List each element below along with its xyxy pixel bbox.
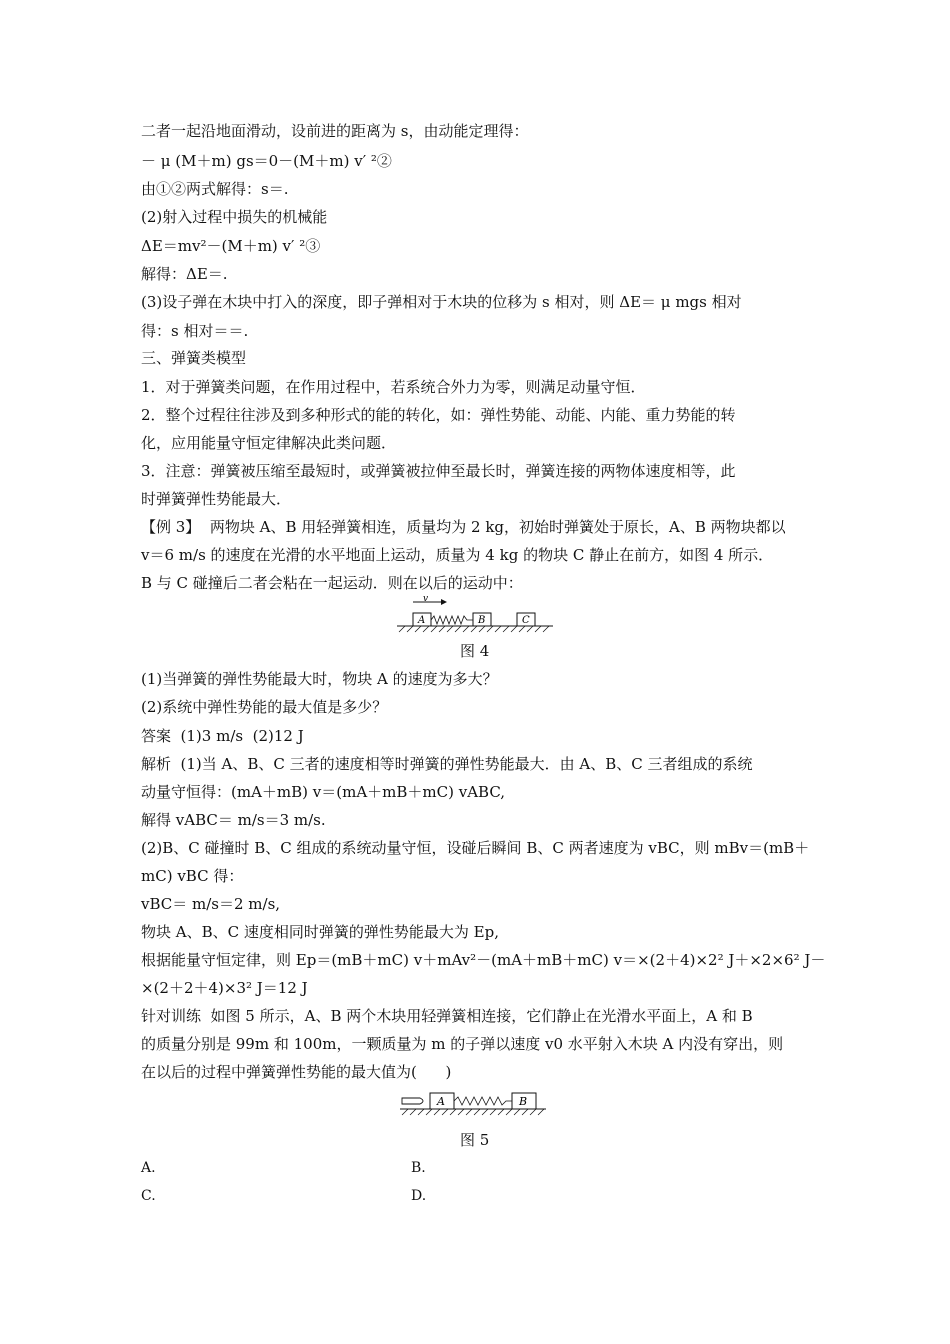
equation-line: ×(2＋2＋4)×3² J＝12 J — [141, 979, 308, 997]
option-b: B. — [411, 1160, 426, 1176]
text-line: 得：s 相对＝＝. — [141, 322, 249, 340]
text-line: 时弹簧弹性势能最大． — [141, 490, 292, 508]
text-line: (2)射入过程中损失的机械能 — [141, 208, 328, 226]
arrow-head-icon — [441, 599, 447, 605]
text-line: 1．对于弹簧类问题，在作用过程中，若系统合外力为零，则满足动量守恒． — [141, 378, 646, 396]
text-line: 3．注意：弹簧被压缩至最短时，或弹簧被拉伸至最长时，弹簧连接的两物体速度相等，此 — [141, 462, 736, 480]
practice-line: 在以后的过程中弹簧弹性势能的最大值为( ) — [141, 1063, 452, 1081]
spring — [454, 1097, 512, 1105]
equation-line: vBC＝ m/s＝2 m/s, — [141, 895, 281, 913]
block-a-label: A — [418, 615, 426, 626]
solution-line: 解析 (1)当 A、B、C 三者的速度相等时弹簧的弹性势能最大．由 A、B、C 三者组成的系统 — [141, 755, 753, 773]
block-b-label: B — [519, 1095, 528, 1108]
option-d: D. — [411, 1188, 427, 1204]
equation-line: － μ (M＋m) gs＝0－(M＋m) v′ ²② — [141, 152, 392, 170]
spring — [431, 616, 473, 624]
text-line: 化，应用能量守恒定律解决此类问题． — [141, 434, 397, 452]
equation-line: mC) vBC 得： — [141, 867, 244, 885]
option-a: A. — [141, 1160, 156, 1176]
text-line: v＝6 m/s 的速度在光滑的水平地面上运动，质量为 4 kg 的物块 C 静止在前方，如图 4 所示． — [141, 546, 774, 564]
text-line: 2．整个过程往往涉及到多种形式的能的转化，如：弹性势能、动能、内能、重力势能的转 — [141, 406, 736, 424]
ground-hatching — [402, 1109, 544, 1115]
text-line: 二者一起沿地面滑动，设前进的距离为 s，由动能定理得： — [141, 122, 529, 140]
solution-line: (2)B、C 碰撞时 B、C 组成的系统动量守恒，设碰后瞬间 B、C 两者速度为 vBC，则 mBv＝(mB＋ — [141, 839, 810, 857]
option-c: C. — [141, 1188, 156, 1204]
block-c-label: C — [522, 615, 530, 626]
text-line: 解得：ΔE＝. — [141, 265, 228, 283]
answer-line: 答案 (1)3 m/s (2)12 J — [141, 727, 304, 745]
section-heading: 三、弹簧类模型 — [141, 349, 247, 367]
block-b-label: B — [478, 615, 486, 626]
figure-5-diagram — [398, 1090, 548, 1124]
equation-line: 解得 vABC＝ m/s＝3 m/s. — [141, 811, 326, 829]
question-1: (1)当弹簧的弹性势能最大时，物块 A 的速度为多大？ — [141, 670, 498, 688]
example-heading: 【例 3】 两物块 A、B 用轻弹簧相连，质量均为 2 kg，初始时弹簧处于原长，A、B 两物块都以 — [141, 518, 786, 536]
text-line: B 与 C 碰撞后二者会粘在一起运动．则在以后的运动中： — [141, 574, 523, 592]
question-2: (2)系统中弹性势能的最大值是多少？ — [141, 698, 388, 716]
figure-4-caption: 图 4 — [460, 642, 490, 660]
bullet-icon — [402, 1098, 423, 1104]
equation-line: ΔE＝mv²－(M＋m) v′ ²③ — [141, 237, 321, 255]
block-a-label: A — [437, 1095, 445, 1108]
equation-line: 根据能量守恒定律，则 Ep＝(mB＋mC) v＋mAv²－(mA＋mB＋mC) v＝×(2＋4)×2² J＋×2×6² J－ — [141, 951, 826, 969]
figure-5-caption: 图 5 — [460, 1131, 490, 1149]
practice-line: 的质量分别是 99m 和 100m，一颗质量为 m 的子弹以速度 v0 水平射入木块 A 内没有穿出，则 — [141, 1035, 784, 1053]
practice-heading: 针对训练 如图 5 所示，A、B 两个木块用轻弹簧相连接，它们静止在光滑水平面上，A 和 B — [141, 1007, 753, 1025]
text-line: (3)设子弹在木块中打入的深度，即子弹相对于木块的位移为 s 相对，则 ΔE＝ μ mgs 相对 — [141, 293, 742, 311]
velocity-label: v — [423, 596, 429, 604]
text-line: 由①②两式解得：s＝. — [141, 180, 289, 198]
equation-line: 动量守恒得：(mA＋mB) v＝(mA＋mB＋mC) vABC, — [141, 783, 506, 801]
figure-4-diagram — [395, 596, 555, 636]
ground-hatching — [399, 626, 549, 632]
solution-line: 物块 A、B、C 速度相同时弹簧的弹性势能最大为 Ep, — [141, 923, 499, 941]
